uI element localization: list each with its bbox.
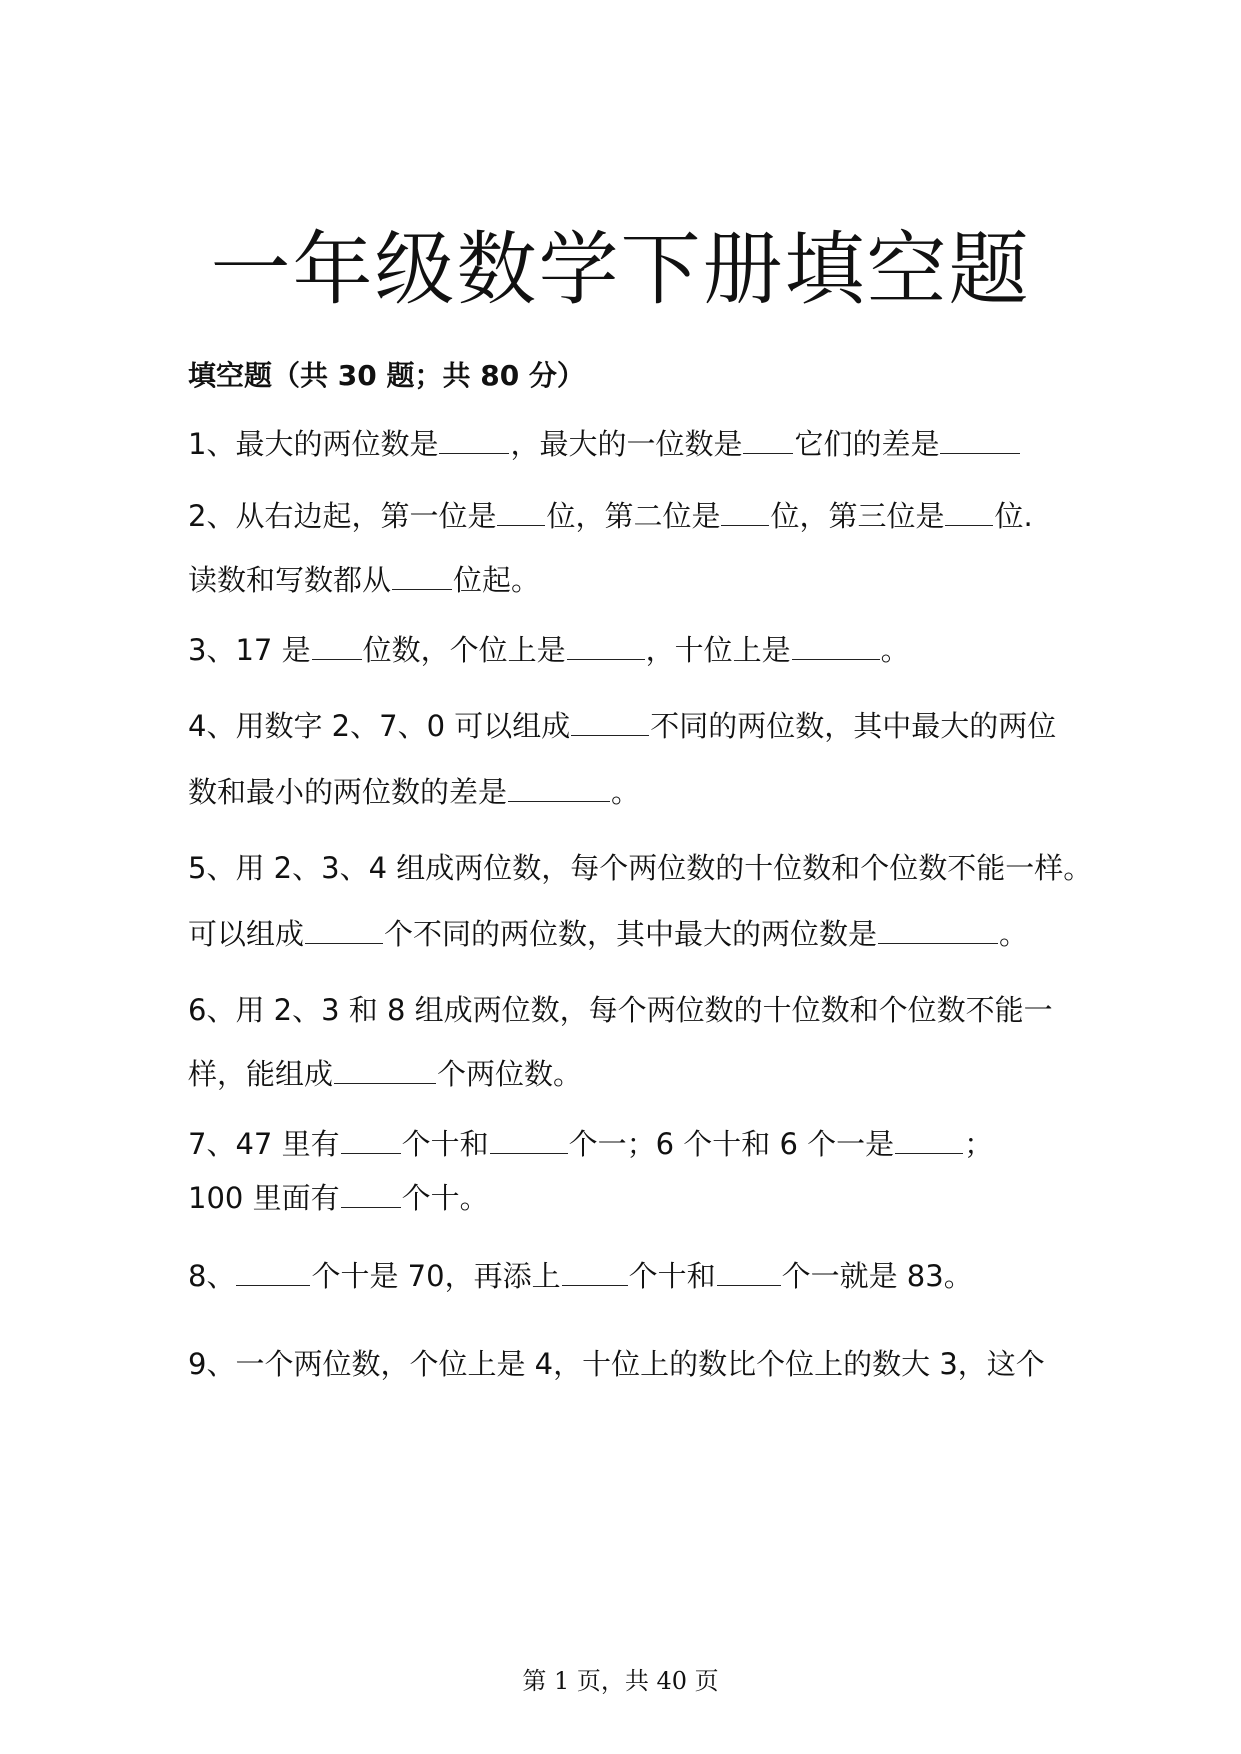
question-5-line-1 xyxy=(188,848,1093,888)
answer-blank[interactable] xyxy=(945,497,993,526)
question-3-line-1 xyxy=(188,630,1068,670)
question-text: 9、一个两位数，个位上是 4，十位上的数比个位上的数大 3，这个 xyxy=(188,1347,1045,1381)
question-7-line-2 xyxy=(188,1178,1068,1218)
question-text: 数和最小的两位数的差是 xyxy=(188,775,508,809)
answer-blank[interactable] xyxy=(743,425,793,454)
question-text: 。 xyxy=(611,775,641,809)
question-5-line-2 xyxy=(188,914,1068,954)
answer-blank[interactable] xyxy=(721,497,769,526)
question-2-line-1 xyxy=(188,496,1068,536)
question-text: 100 里面有 xyxy=(188,1181,340,1215)
answer-blank[interactable] xyxy=(305,915,383,944)
answer-blank[interactable] xyxy=(792,631,880,660)
question-text: 个一就是 83。 xyxy=(781,1259,973,1293)
question-text: 个一；6 个十和 6 个一是 xyxy=(568,1127,895,1161)
question-text: 位起。 xyxy=(453,563,541,597)
question-text: 1、最大的两位数是 xyxy=(188,427,439,461)
question-9-line-1 xyxy=(188,1344,1068,1384)
question-text: 个两位数。 xyxy=(437,1057,583,1091)
answer-blank[interactable] xyxy=(236,1257,310,1286)
question-text: 可以组成 xyxy=(188,917,305,951)
question-text: 读数和写数都从 xyxy=(188,563,392,597)
answer-blank[interactable] xyxy=(334,1055,436,1084)
section-header: 填空题（共 30 题；共 80 分） xyxy=(188,359,585,392)
question-text: 位. xyxy=(994,499,1033,533)
question-text: 6、用 2、3 和 8 组成两位数，每个两位数的十位数和个位数不能一 xyxy=(188,993,1053,1027)
answer-blank[interactable] xyxy=(497,497,545,526)
answer-blank[interactable] xyxy=(508,773,610,802)
question-text: 8、 xyxy=(188,1259,236,1293)
question-8-line-1 xyxy=(188,1256,1068,1296)
question-text: 不同的两位数，其中最大的两位 xyxy=(650,709,1057,743)
answer-blank[interactable] xyxy=(940,425,1020,454)
answer-blank[interactable] xyxy=(392,561,452,590)
question-text: 4、用数字 2、7、0 可以组成 xyxy=(188,709,571,743)
answer-blank[interactable] xyxy=(341,1125,401,1154)
question-6-line-2 xyxy=(188,1054,1068,1094)
question-1-line-1 xyxy=(188,424,1068,464)
page-footer: 第 1 页，共 40 页 xyxy=(522,1667,719,1695)
question-text: 个不同的两位数，其中最大的两位数是 xyxy=(384,917,878,951)
question-text: 。 xyxy=(880,633,910,667)
question-text: 位，第三位是 xyxy=(770,499,945,533)
question-text: ，十位上是 xyxy=(645,633,791,667)
answer-blank[interactable] xyxy=(895,1125,963,1154)
question-4-line-1 xyxy=(188,706,1068,746)
question-text: 个十和 xyxy=(628,1259,716,1293)
answer-blank[interactable] xyxy=(439,425,509,454)
question-text: 它们的差是 xyxy=(794,427,940,461)
question-7-line-1 xyxy=(188,1124,1068,1164)
question-text: 个十和 xyxy=(401,1127,489,1161)
question-text: ，最大的一位数是 xyxy=(510,427,743,461)
answer-blank[interactable] xyxy=(571,707,649,736)
answer-blank[interactable] xyxy=(562,1257,628,1286)
document-title: 一年级数学下册填空题 xyxy=(210,223,1031,316)
question-text: 位，第二位是 xyxy=(546,499,721,533)
question-text: 样，能组成 xyxy=(188,1057,334,1091)
question-text: ； xyxy=(964,1127,994,1161)
question-6-line-1 xyxy=(188,990,1068,1030)
answer-blank[interactable] xyxy=(567,631,645,660)
question-text: 。 xyxy=(999,917,1029,951)
answer-blank[interactable] xyxy=(312,631,362,660)
question-text: 个十。 xyxy=(401,1181,489,1215)
question-text: 个十是 70，再添上 xyxy=(311,1259,561,1293)
question-text: 位数，个位上是 xyxy=(362,633,566,667)
question-text: 2、从右边起，第一位是 xyxy=(188,499,497,533)
answer-blank[interactable] xyxy=(717,1257,781,1286)
answer-blank[interactable] xyxy=(878,915,998,944)
question-4-line-2 xyxy=(188,772,1068,812)
answer-blank[interactable] xyxy=(490,1125,568,1154)
answer-blank[interactable] xyxy=(341,1179,401,1208)
question-text: 3、17 是 xyxy=(188,633,311,667)
question-text: 7、47 里有 xyxy=(188,1127,340,1161)
question-2-line-2 xyxy=(188,560,1068,600)
question-text: 5、用 2、3、4 组成两位数，每个两位数的十位数和个位数不能一样。 xyxy=(188,851,1093,885)
